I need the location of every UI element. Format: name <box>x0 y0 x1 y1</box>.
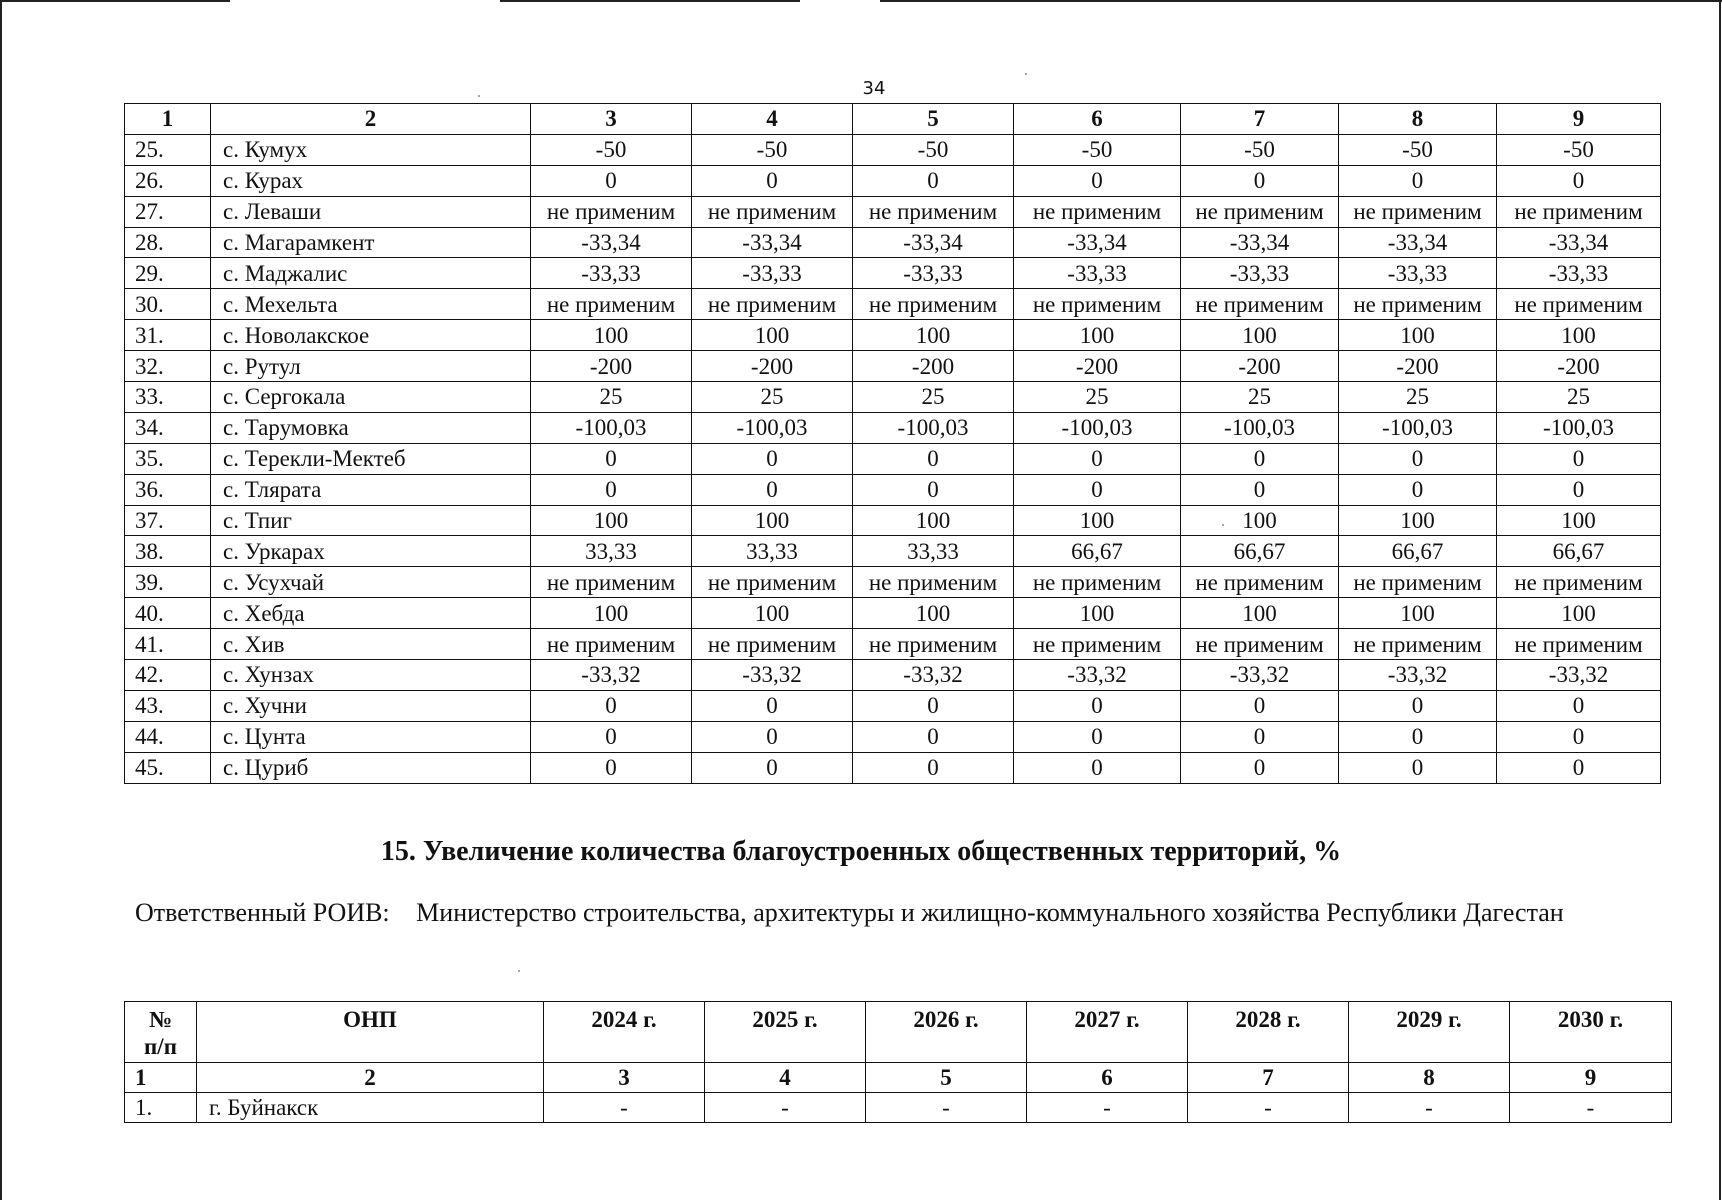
settlement-name-cell: с. Тлярата <box>211 474 531 505</box>
settlement-name-cell: с. Цунта <box>211 721 531 752</box>
value-cell: 0 <box>853 752 1014 783</box>
settlement-name-cell: с. Леваши <box>211 196 531 227</box>
value-cell: 0 <box>1339 752 1497 783</box>
value-cell: -50 <box>853 134 1014 165</box>
value-cell: -200 <box>1181 351 1339 382</box>
value-cell: 0 <box>531 165 692 196</box>
value-cell: 0 <box>531 474 692 505</box>
value-cell: 100 <box>1339 320 1497 351</box>
value-cell: 66,67 <box>1014 536 1181 567</box>
settlement-name-cell: с. Курах <box>211 165 531 196</box>
value-cell: -33,34 <box>1181 227 1339 258</box>
value-cell: 0 <box>853 443 1014 474</box>
table-row <box>125 320 1661 351</box>
column-number: 4 <box>705 1063 866 1093</box>
settlement-name-cell: г. Буйнакск <box>197 1093 544 1123</box>
value-cell: не применим <box>853 289 1014 320</box>
value-cell: 100 <box>1181 505 1339 536</box>
header-year: 2025 г. <box>705 1002 866 1063</box>
value-cell: не применим <box>692 196 853 227</box>
table-row <box>125 474 1661 505</box>
value-cell: 0 <box>1014 165 1181 196</box>
bottom-data-table <box>124 1001 1672 1123</box>
value-cell: 66,67 <box>1181 536 1339 567</box>
top-frame-line <box>880 0 1240 2</box>
value-cell: 0 <box>1339 690 1497 721</box>
value-cell: не применим <box>1497 196 1661 227</box>
value-cell: 100 <box>531 598 692 629</box>
value-cell: -33,32 <box>531 660 692 691</box>
value-cell: не применим <box>1014 567 1181 598</box>
value-cell: -100,03 <box>1339 412 1497 443</box>
value-cell: не применим <box>1181 289 1339 320</box>
value-cell: -33,33 <box>1014 258 1181 289</box>
scan-speck <box>518 970 520 972</box>
table-row <box>125 1093 1672 1123</box>
value-cell: 100 <box>1497 598 1661 629</box>
left-frame-line <box>0 0 2 1200</box>
table-row <box>125 289 1661 320</box>
value-cell: 0 <box>1497 443 1661 474</box>
value-cell: 0 <box>1181 752 1339 783</box>
value-cell: не применим <box>531 629 692 660</box>
column-number: 5 <box>853 104 1014 135</box>
row-number-cell: 1. <box>125 1093 197 1123</box>
header-number-line1: № <box>148 1007 173 1032</box>
value-cell: не применим <box>1497 629 1661 660</box>
value-cell: -50 <box>1014 134 1181 165</box>
value-cell: 0 <box>531 752 692 783</box>
value-cell: 100 <box>1497 505 1661 536</box>
value-cell: 100 <box>1181 598 1339 629</box>
header-year: 2026 г. <box>866 1002 1027 1063</box>
value-cell: 0 <box>1181 165 1339 196</box>
settlement-name-cell: с. Терекли-Мектеб <box>211 443 531 474</box>
value-cell: 0 <box>692 165 853 196</box>
value-cell: 100 <box>1181 320 1339 351</box>
value-cell: 0 <box>1181 474 1339 505</box>
top-data-table <box>124 103 1661 784</box>
row-number-cell: 33. <box>125 382 211 413</box>
value-cell: 0 <box>692 474 853 505</box>
value-cell: 0 <box>531 443 692 474</box>
value-cell: 0 <box>1014 752 1181 783</box>
column-number: 2 <box>211 104 531 135</box>
value-cell: 25 <box>1014 382 1181 413</box>
column-number: 8 <box>1349 1063 1510 1093</box>
value-cell: 25 <box>853 382 1014 413</box>
value-cell: 100 <box>853 598 1014 629</box>
column-number: 1 <box>125 104 211 135</box>
column-number-row <box>125 104 1661 135</box>
header-year: 2027 г. <box>1027 1002 1188 1063</box>
value-cell: не применим <box>1181 196 1339 227</box>
value-cell: -200 <box>1497 351 1661 382</box>
value-cell: 0 <box>853 474 1014 505</box>
value-cell: не применим <box>853 629 1014 660</box>
value-cell: не применим <box>853 196 1014 227</box>
column-number: 4 <box>692 104 853 135</box>
value-cell: 25 <box>1339 382 1497 413</box>
table-row <box>125 536 1661 567</box>
value-cell: - <box>1510 1093 1672 1123</box>
value-cell: -100,03 <box>1497 412 1661 443</box>
value-cell: -33,34 <box>531 227 692 258</box>
value-cell: 100 <box>531 505 692 536</box>
value-cell: -200 <box>1339 351 1497 382</box>
value-cell: 0 <box>1014 690 1181 721</box>
value-cell: 0 <box>692 752 853 783</box>
settlement-name-cell: с. Цуриб <box>211 752 531 783</box>
section-title: 15. Увеличение количества благоустроенных общественных территорий, % <box>380 836 1342 867</box>
value-cell: 0 <box>692 690 853 721</box>
value-cell: 0 <box>1497 165 1661 196</box>
top-frame-line <box>500 0 800 2</box>
right-frame-line <box>1719 0 1721 1200</box>
value-cell: -33,32 <box>1181 660 1339 691</box>
scan-speck <box>1025 73 1027 75</box>
column-number-row <box>125 1063 1672 1093</box>
table-row <box>125 165 1661 196</box>
value-cell: -50 <box>531 134 692 165</box>
settlement-name-cell: с. Маджалис <box>211 258 531 289</box>
scan-speck <box>478 95 480 97</box>
responsible-line <box>135 898 1564 928</box>
value-cell: 0 <box>1339 443 1497 474</box>
table-row <box>125 351 1661 382</box>
value-cell: не применим <box>1339 289 1497 320</box>
value-cell: -50 <box>1181 134 1339 165</box>
value-cell: 0 <box>853 165 1014 196</box>
value-cell: -100,03 <box>1181 412 1339 443</box>
table-row <box>125 629 1661 660</box>
table-row <box>125 721 1661 752</box>
header-year: 2029 г. <box>1349 1002 1510 1063</box>
value-cell: не применим <box>692 567 853 598</box>
value-cell: не применим <box>1014 629 1181 660</box>
column-number: 9 <box>1497 104 1661 135</box>
value-cell: 0 <box>1339 165 1497 196</box>
value-cell: 100 <box>692 505 853 536</box>
value-cell: 66,67 <box>1497 536 1661 567</box>
value-cell: - <box>1027 1093 1188 1123</box>
table-row <box>125 567 1661 598</box>
value-cell: не применим <box>1497 289 1661 320</box>
table-row <box>125 752 1661 783</box>
value-cell: -33,32 <box>1497 660 1661 691</box>
value-cell: -33,33 <box>1181 258 1339 289</box>
table-row <box>125 196 1661 227</box>
value-cell: -200 <box>1014 351 1181 382</box>
column-number: 3 <box>531 104 692 135</box>
value-cell: -100,03 <box>692 412 853 443</box>
value-cell: -33,34 <box>692 227 853 258</box>
value-cell: 100 <box>1014 505 1181 536</box>
table-row <box>125 258 1661 289</box>
row-number-cell: 37. <box>125 505 211 536</box>
value-cell: 0 <box>1339 721 1497 752</box>
column-number: 2 <box>197 1063 544 1093</box>
header-year: 2030 г. <box>1510 1002 1672 1063</box>
page-number: 34 <box>862 78 886 99</box>
value-cell: 100 <box>1497 320 1661 351</box>
value-cell: 0 <box>692 443 853 474</box>
column-number: 8 <box>1339 104 1497 135</box>
value-cell: -33,32 <box>692 660 853 691</box>
settlement-name-cell: с. Магарамкент <box>211 227 531 258</box>
value-cell: - <box>866 1093 1027 1123</box>
value-cell: не применим <box>531 196 692 227</box>
row-number-cell: 29. <box>125 258 211 289</box>
value-cell: 33,33 <box>692 536 853 567</box>
header-number-cell <box>125 1002 197 1063</box>
value-cell: 33,33 <box>853 536 1014 567</box>
settlement-name-cell: с. Хив <box>211 629 531 660</box>
value-cell: 0 <box>1339 474 1497 505</box>
value-cell: 100 <box>1014 320 1181 351</box>
value-cell: 25 <box>531 382 692 413</box>
row-number-cell: 26. <box>125 165 211 196</box>
value-cell: 0 <box>1014 443 1181 474</box>
row-number-cell: 42. <box>125 660 211 691</box>
value-cell: 0 <box>1181 721 1339 752</box>
value-cell: -33,32 <box>1339 660 1497 691</box>
settlement-name-cell: с. Хебда <box>211 598 531 629</box>
value-cell: -200 <box>692 351 853 382</box>
value-cell: -33,33 <box>531 258 692 289</box>
value-cell: 0 <box>853 690 1014 721</box>
row-number-cell: 40. <box>125 598 211 629</box>
value-cell: не применим <box>1339 629 1497 660</box>
settlement-name-cell: с. Сергокала <box>211 382 531 413</box>
value-cell: -50 <box>1339 134 1497 165</box>
value-cell: 66,67 <box>1339 536 1497 567</box>
value-cell: 25 <box>692 382 853 413</box>
value-cell: -50 <box>692 134 853 165</box>
column-number: 6 <box>1027 1063 1188 1093</box>
settlement-name-cell: с. Новолакское <box>211 320 531 351</box>
value-cell: 100 <box>531 320 692 351</box>
value-cell: -100,03 <box>853 412 1014 443</box>
value-cell: -33,33 <box>1497 258 1661 289</box>
value-cell: 100 <box>853 505 1014 536</box>
value-cell: не применим <box>692 289 853 320</box>
value-cell: 0 <box>531 690 692 721</box>
table-row <box>125 382 1661 413</box>
value-cell: не применим <box>1339 567 1497 598</box>
value-cell: не применим <box>531 289 692 320</box>
row-number-cell: 32. <box>125 351 211 382</box>
value-cell: не применим <box>1339 196 1497 227</box>
settlement-name-cell: с. Хунзах <box>211 660 531 691</box>
settlement-name-cell: с. Рутул <box>211 351 531 382</box>
value-cell: не применим <box>853 567 1014 598</box>
value-cell: -33,34 <box>1339 227 1497 258</box>
row-number-cell: 31. <box>125 320 211 351</box>
row-number-cell: 27. <box>125 196 211 227</box>
value-cell: - <box>705 1093 866 1123</box>
table-row <box>125 505 1661 536</box>
settlement-name-cell: с. Хучни <box>211 690 531 721</box>
value-cell: 0 <box>1014 721 1181 752</box>
table-row <box>125 443 1661 474</box>
value-cell: 33,33 <box>531 536 692 567</box>
value-cell: 0 <box>1014 474 1181 505</box>
value-cell: - <box>544 1093 705 1123</box>
row-number-cell: 25. <box>125 134 211 165</box>
value-cell: -33,33 <box>692 258 853 289</box>
row-number-cell: 28. <box>125 227 211 258</box>
value-cell: -50 <box>1497 134 1661 165</box>
top-frame-line <box>1235 0 1722 2</box>
value-cell: не применим <box>1181 567 1339 598</box>
header-number-line2: п/п <box>144 1034 177 1059</box>
settlement-name-cell: с. Уркарах <box>211 536 531 567</box>
value-cell: 100 <box>692 320 853 351</box>
value-cell: - <box>1188 1093 1349 1123</box>
value-cell: -33,34 <box>1497 227 1661 258</box>
settlement-name-cell: с. Тарумовка <box>211 412 531 443</box>
table-row <box>125 412 1661 443</box>
column-number: 3 <box>544 1063 705 1093</box>
settlement-name-cell: с. Мехельта <box>211 289 531 320</box>
row-number-cell: 44. <box>125 721 211 752</box>
header-onp: ОНП <box>197 1002 544 1063</box>
value-cell: -33,33 <box>1339 258 1497 289</box>
table-row <box>125 690 1661 721</box>
value-cell: 0 <box>1497 721 1661 752</box>
value-cell: 100 <box>692 598 853 629</box>
row-number-cell: 34. <box>125 412 211 443</box>
value-cell: 100 <box>1014 598 1181 629</box>
column-number: 6 <box>1014 104 1181 135</box>
value-cell: -33,33 <box>853 258 1014 289</box>
value-cell: 0 <box>853 721 1014 752</box>
value-cell: не применим <box>1014 289 1181 320</box>
column-number: 9 <box>1510 1063 1672 1093</box>
value-cell: -100,03 <box>531 412 692 443</box>
value-cell: 25 <box>1181 382 1339 413</box>
table-row <box>125 660 1661 691</box>
table-row <box>125 134 1661 165</box>
settlement-name-cell: с. Усухчай <box>211 567 531 598</box>
column-number: 5 <box>866 1063 1027 1093</box>
value-cell: - <box>1349 1093 1510 1123</box>
value-cell: 25 <box>1497 382 1661 413</box>
header-row <box>125 1002 1672 1063</box>
table-row <box>125 227 1661 258</box>
value-cell: не применим <box>1181 629 1339 660</box>
column-number: 7 <box>1188 1063 1349 1093</box>
value-cell: -200 <box>531 351 692 382</box>
value-cell: не применим <box>531 567 692 598</box>
row-number-cell: 38. <box>125 536 211 567</box>
value-cell: 0 <box>531 721 692 752</box>
row-number-cell: 41. <box>125 629 211 660</box>
value-cell: 0 <box>692 721 853 752</box>
value-cell: -200 <box>853 351 1014 382</box>
value-cell: не применим <box>692 629 853 660</box>
value-cell: -33,32 <box>853 660 1014 691</box>
value-cell: 0 <box>1497 752 1661 783</box>
value-cell: 100 <box>1339 598 1497 629</box>
value-cell: 100 <box>1339 505 1497 536</box>
value-cell: -33,34 <box>853 227 1014 258</box>
row-number-cell: 45. <box>125 752 211 783</box>
column-number: 1 <box>125 1063 197 1093</box>
column-number: 7 <box>1181 104 1339 135</box>
value-cell: 0 <box>1181 690 1339 721</box>
row-number-cell: 35. <box>125 443 211 474</box>
value-cell: 0 <box>1181 443 1339 474</box>
header-year: 2024 г. <box>544 1002 705 1063</box>
responsible-value: Министерство строительства, архитектуры и жилищно-коммунального хозяйства Республики Дагестан <box>416 898 1564 927</box>
value-cell: 0 <box>1497 474 1661 505</box>
value-cell: -100,03 <box>1014 412 1181 443</box>
value-cell: -33,32 <box>1014 660 1181 691</box>
scan-speck <box>1222 524 1224 526</box>
settlement-name-cell: с. Кумух <box>211 134 531 165</box>
value-cell: -33,34 <box>1014 227 1181 258</box>
header-year: 2028 г. <box>1188 1002 1349 1063</box>
value-cell: 0 <box>1497 690 1661 721</box>
value-cell: не применим <box>1014 196 1181 227</box>
row-number-cell: 39. <box>125 567 211 598</box>
row-number-cell: 30. <box>125 289 211 320</box>
value-cell: не применим <box>1497 567 1661 598</box>
row-number-cell: 43. <box>125 690 211 721</box>
value-cell: 100 <box>853 320 1014 351</box>
top-frame-line <box>0 0 230 2</box>
table-row <box>125 598 1661 629</box>
row-number-cell: 36. <box>125 474 211 505</box>
responsible-label: Ответственный РОИВ: <box>135 898 390 927</box>
settlement-name-cell: с. Тпиг <box>211 505 531 536</box>
